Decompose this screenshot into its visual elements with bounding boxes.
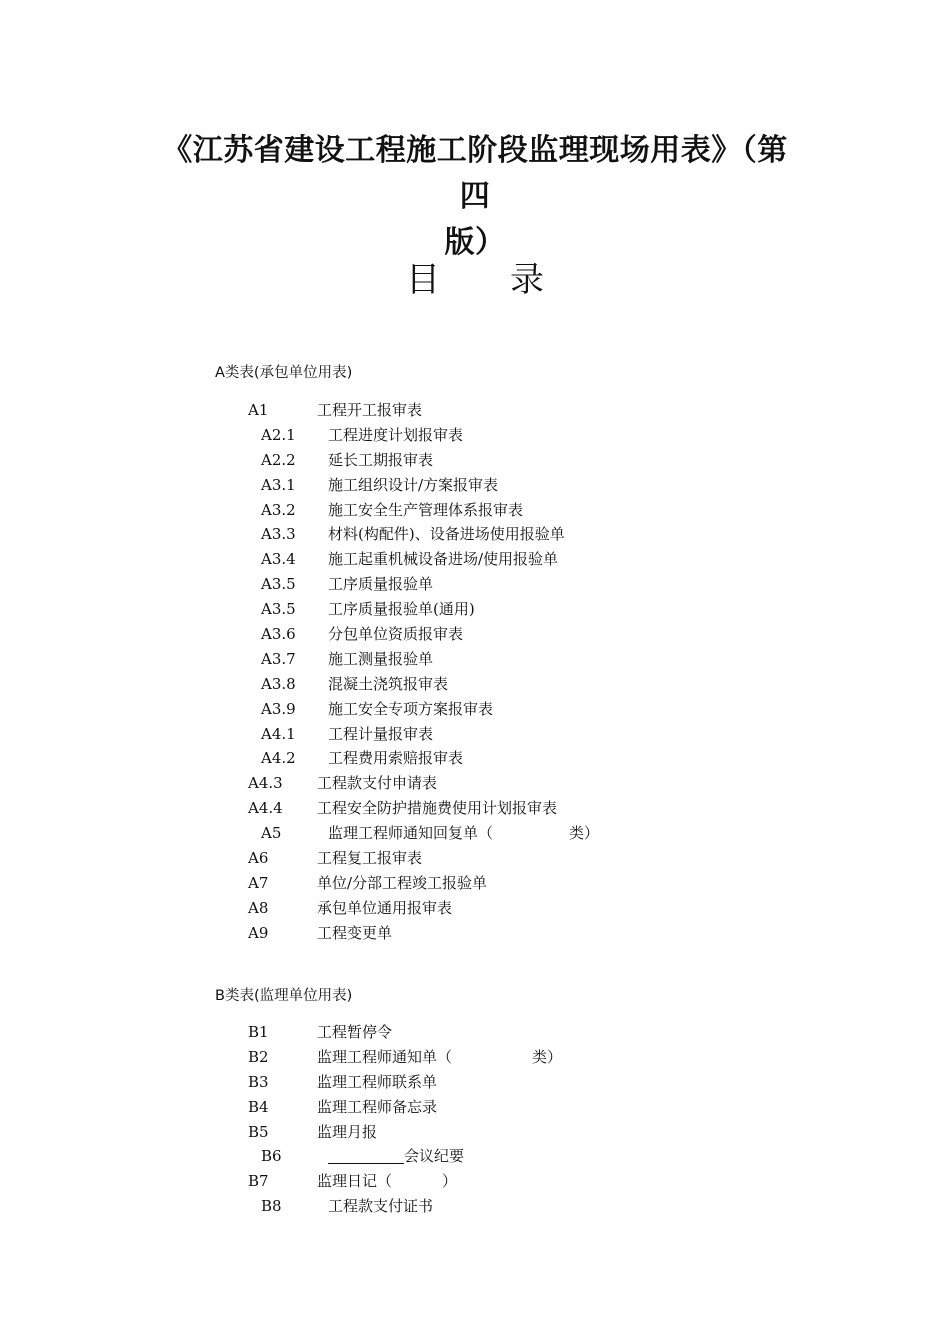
item-name: 混凝土浇筑报审表 xyxy=(328,674,449,693)
item-name-prefix: 监理日记（ xyxy=(317,1172,393,1191)
list-item[interactable] xyxy=(0,796,950,821)
item-name: 单位/分部工程竣工报验单 xyxy=(317,873,488,892)
list-item[interactable] xyxy=(0,647,950,672)
item-name xyxy=(317,1045,562,1070)
item-name: 工程款支付申请表 xyxy=(317,774,438,793)
list-item[interactable] xyxy=(0,1020,950,1045)
list-item[interactable] xyxy=(0,672,950,697)
item-name: 工程款支付证书 xyxy=(328,1197,434,1216)
list-item[interactable] xyxy=(0,1144,950,1169)
item-name: 施工组织设计/方案报审表 xyxy=(328,475,499,494)
item-code: A6 xyxy=(248,849,269,868)
item-name: 施工安全生产管理体系报审表 xyxy=(328,500,524,519)
item-code: A2.1 xyxy=(261,425,296,444)
item-name: 工序质量报验单 xyxy=(328,575,434,594)
list-item[interactable] xyxy=(0,896,950,921)
list-item[interactable] xyxy=(0,1169,950,1194)
list-item[interactable] xyxy=(0,473,950,498)
section-b-list xyxy=(0,1020,950,1219)
item-code: A8 xyxy=(248,898,269,917)
item-code: B2 xyxy=(248,1047,269,1066)
item-code: B1 xyxy=(248,1023,269,1041)
document-title xyxy=(150,128,800,266)
item-name: 工程费用索赔报审表 xyxy=(328,749,464,768)
title-line-2: 版） xyxy=(444,225,506,260)
item-code: A7 xyxy=(248,873,269,892)
item-name: 分包单位资质报审表 xyxy=(328,625,464,644)
item-code: B3 xyxy=(248,1072,269,1091)
item-name: 承包单位通用报审表 xyxy=(317,898,453,917)
item-name-prefix: 监理工程师通知回复单（ xyxy=(328,824,494,843)
item-code: A3.5 xyxy=(261,600,296,619)
item-code: A4.1 xyxy=(261,724,296,743)
item-code: A3.4 xyxy=(261,550,296,569)
item-name-suffix: 类） xyxy=(532,1047,563,1066)
item-code: A3.1 xyxy=(261,475,296,494)
item-code: A3.7 xyxy=(261,649,296,668)
item-code: A3.6 xyxy=(261,625,296,644)
list-item[interactable] xyxy=(0,423,950,448)
item-name-suffix: 类） xyxy=(569,824,600,843)
list-item[interactable] xyxy=(0,572,950,597)
item-name: 工程安全防护措施费使用计划报审表 xyxy=(317,799,558,818)
item-name: 工程复工报审表 xyxy=(317,849,423,868)
item-name: 材料(构配件)、设备进场使用报验单 xyxy=(328,525,565,544)
item-name-suffix: 会议纪要 xyxy=(404,1147,465,1166)
list-item[interactable] xyxy=(0,921,950,946)
item-name: 监理月报 xyxy=(317,1122,378,1141)
item-code: A1 xyxy=(248,401,269,419)
item-name: 施工安全专项方案报审表 xyxy=(328,699,494,718)
item-code: A4.2 xyxy=(261,749,296,768)
list-item[interactable] xyxy=(0,547,950,572)
list-item[interactable] xyxy=(0,448,950,473)
list-item[interactable] xyxy=(0,1120,950,1145)
list-item[interactable] xyxy=(0,1045,950,1070)
item-code: A4.4 xyxy=(248,799,283,818)
list-item[interactable] xyxy=(0,846,950,871)
list-item[interactable] xyxy=(0,522,950,547)
item-code: A3.8 xyxy=(261,674,296,693)
item-name-prefix: 监理工程师通知单（ xyxy=(317,1047,453,1066)
meeting-type-blank[interactable] xyxy=(328,1146,404,1164)
list-item[interactable] xyxy=(0,821,950,846)
list-item[interactable] xyxy=(0,871,950,896)
item-code: B5 xyxy=(248,1122,269,1141)
list-item[interactable] xyxy=(0,622,950,647)
item-code: A3.9 xyxy=(261,699,296,718)
item-name: 工程计量报审表 xyxy=(328,724,434,743)
item-code: A3.5 xyxy=(261,575,296,594)
list-item[interactable] xyxy=(0,1095,950,1120)
item-code: A9 xyxy=(248,923,269,942)
section-title-b: B类表(监理单位用表) xyxy=(215,988,353,1004)
list-item[interactable] xyxy=(0,1070,950,1095)
item-code: B6 xyxy=(261,1147,282,1166)
item-name: 监理工程师备忘录 xyxy=(317,1097,438,1116)
section-a-list xyxy=(0,398,950,946)
list-item[interactable] xyxy=(0,771,950,796)
title-line-1: 《江苏省建设工程施工阶段监理现场用表》（第四 xyxy=(162,133,788,214)
list-item[interactable] xyxy=(0,697,950,722)
item-code: A5 xyxy=(261,824,282,843)
item-name: 延长工期报审表 xyxy=(328,450,434,469)
item-name xyxy=(328,1144,464,1169)
item-name: 工程暂停令 xyxy=(317,1023,393,1041)
item-name xyxy=(328,821,599,846)
item-name: 施工测量报验单 xyxy=(328,649,434,668)
item-name xyxy=(317,1169,457,1194)
item-name: 施工起重机械设备进场/使用报验单 xyxy=(328,550,559,569)
list-item[interactable] xyxy=(0,722,950,747)
item-code: A3.3 xyxy=(261,525,296,544)
section-title-a: A类表(承包单位用表) xyxy=(215,365,353,381)
toc-heading: 目录 xyxy=(406,260,614,300)
item-name: 监理工程师联系单 xyxy=(317,1072,438,1091)
item-code: A4.3 xyxy=(248,774,283,793)
item-code: B4 xyxy=(248,1097,269,1116)
list-item[interactable] xyxy=(0,746,950,771)
item-code: A2.2 xyxy=(261,450,296,469)
list-item[interactable] xyxy=(0,498,950,523)
item-name: 工程开工报审表 xyxy=(317,401,423,419)
item-name: 工程变更单 xyxy=(317,923,393,942)
item-code: B8 xyxy=(261,1197,282,1216)
list-item[interactable] xyxy=(0,1194,950,1219)
item-name: 工序质量报验单(通用) xyxy=(328,600,475,619)
item-name: 工程进度计划报审表 xyxy=(328,425,464,444)
list-item[interactable] xyxy=(0,597,950,622)
item-code: A3.2 xyxy=(261,500,296,519)
item-name-suffix: ） xyxy=(442,1172,458,1191)
list-item[interactable] xyxy=(0,398,950,423)
item-code: B7 xyxy=(248,1172,269,1191)
